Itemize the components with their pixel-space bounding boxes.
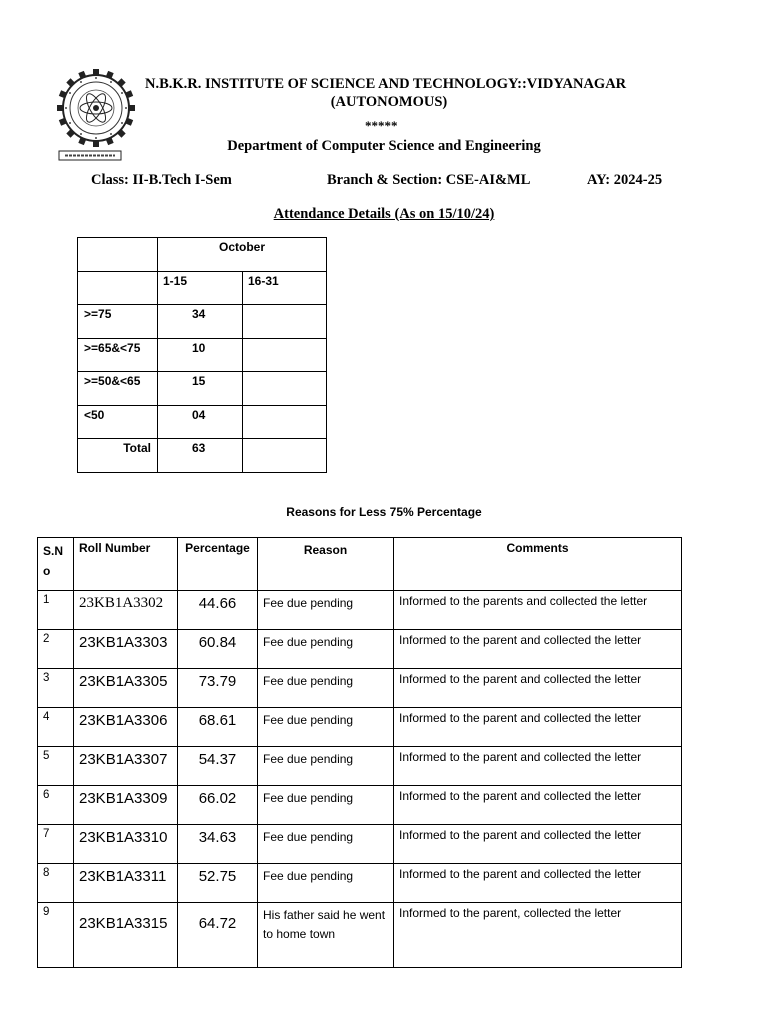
summary-subheader-row bbox=[78, 271, 327, 305]
header-reason: Reason bbox=[258, 538, 394, 591]
summary-col2-cell bbox=[243, 271, 327, 305]
cell-percentage: 52.75 bbox=[178, 864, 258, 903]
separator-stars: ***** bbox=[365, 118, 398, 133]
branch-info: Branch & Section: CSE-AI&ML bbox=[327, 172, 531, 188]
cell-reason: Fee due pending bbox=[258, 786, 394, 825]
summary-total-row bbox=[78, 439, 327, 473]
reasons-header-row bbox=[38, 538, 682, 591]
reasons-table bbox=[37, 537, 682, 968]
cell-roll: 23KB1A3309 bbox=[74, 786, 178, 825]
cell-percentage: 73.79 bbox=[178, 669, 258, 708]
table-row bbox=[38, 591, 682, 630]
cell-roll: 23KB1A3310 bbox=[74, 825, 178, 864]
cell-sno: 6 bbox=[38, 786, 74, 825]
cell-reason: Fee due pending bbox=[258, 591, 394, 630]
summary-col1: 1-15 bbox=[163, 273, 188, 288]
cell-reason: Fee due pending bbox=[258, 630, 394, 669]
summary-value-16-31 bbox=[243, 406, 326, 408]
cell-sno: 5 bbox=[38, 747, 74, 786]
cell-sno: 3 bbox=[38, 669, 74, 708]
summary-month: October bbox=[218, 240, 265, 254]
summary-range-label: <50 bbox=[84, 407, 105, 422]
cell-percentage: 68.61 bbox=[178, 708, 258, 747]
cell-percentage: 64.72 bbox=[178, 903, 258, 968]
cell-percentage: 60.84 bbox=[178, 630, 258, 669]
cell-comment: Informed to the parent and collected the letter bbox=[394, 786, 682, 825]
cell-roll: 23KB1A3307 bbox=[74, 747, 178, 786]
class-info: Class: II-B.Tech I-Sem bbox=[91, 172, 232, 188]
summary-blank-cell bbox=[78, 238, 158, 272]
cell-roll: 23KB1A3305 bbox=[74, 669, 178, 708]
cell-comment: Informed to the parent, collected the letter bbox=[394, 903, 682, 968]
cell-comment: Informed to the parent and collected the letter bbox=[394, 669, 682, 708]
cell-reason: Fee due pending bbox=[258, 864, 394, 903]
cell-sno: 4 bbox=[38, 708, 74, 747]
summary-value-1-15: 10 bbox=[192, 340, 206, 355]
summary-value-1-15: 15 bbox=[192, 374, 206, 388]
table-row bbox=[38, 864, 682, 903]
summary-value-1-15: 04 bbox=[192, 407, 206, 422]
cell-comment: Informed to the parent and collected the letter bbox=[394, 708, 682, 747]
cell-percentage: 66.02 bbox=[178, 786, 258, 825]
summary-range-label: >=50&<65 bbox=[84, 374, 141, 388]
table-row bbox=[38, 786, 682, 825]
cell-comment: Informed to the parent and collected the letter bbox=[394, 825, 682, 864]
summary-header-row bbox=[78, 238, 327, 272]
header-roll: Roll Number bbox=[74, 538, 178, 591]
department-name: Department of Computer Science and Engineering bbox=[227, 138, 541, 154]
cell-reason: Fee due pending bbox=[258, 669, 394, 708]
summary-value-1-15: 34 bbox=[192, 307, 206, 321]
summary-total-1-15: 63 bbox=[192, 441, 206, 455]
table-row bbox=[38, 669, 682, 708]
summary-month-cell bbox=[158, 238, 327, 272]
cell-sno: 2 bbox=[38, 630, 74, 669]
cell-comment: Informed to the parents and collected the letter bbox=[394, 591, 682, 630]
table-row bbox=[38, 630, 682, 669]
page-title: Attendance Details (As on 15/10/24) bbox=[273, 206, 495, 222]
header-percentage: Percentage bbox=[178, 538, 258, 591]
cell-sno: 8 bbox=[38, 864, 74, 903]
summary-total-16-31 bbox=[243, 439, 326, 441]
summary-row bbox=[78, 305, 327, 339]
cell-roll: 23KB1A3303 bbox=[74, 630, 178, 669]
cell-roll: 23KB1A3306 bbox=[74, 708, 178, 747]
summary-blank-cell bbox=[78, 271, 158, 305]
cell-roll: 23KB1A3302 bbox=[74, 591, 178, 630]
cell-reason: His father said he went to home town bbox=[258, 903, 394, 968]
summary-value-16-31 bbox=[243, 372, 326, 374]
summary-row bbox=[78, 372, 327, 406]
institute-name: N.B.K.R. INSTITUTE OF SCIENCE AND TECHNOLOGY::VIDYANAGAR bbox=[145, 76, 627, 92]
header-sno-text: S.No bbox=[43, 544, 64, 578]
institute-autonomous: (AUTONOMOUS) bbox=[330, 94, 448, 110]
cell-sno: 1 bbox=[38, 591, 74, 630]
summary-total-label: Total bbox=[123, 441, 151, 455]
cell-roll: 23KB1A3311 bbox=[74, 864, 178, 903]
header-comments: Comments bbox=[394, 538, 682, 591]
cell-sno: 9 bbox=[38, 903, 74, 968]
table-row bbox=[38, 747, 682, 786]
table-row bbox=[38, 708, 682, 747]
reasons-title: Reasons for Less 75% Percentage bbox=[286, 505, 482, 519]
cell-percentage: 34.63 bbox=[178, 825, 258, 864]
academic-year: AY: 2024-25 bbox=[587, 172, 663, 188]
cell-reason: Fee due pending bbox=[258, 825, 394, 864]
cell-percentage: 54.37 bbox=[178, 747, 258, 786]
summary-row bbox=[78, 338, 327, 372]
summary-row bbox=[78, 405, 327, 439]
table-row bbox=[38, 825, 682, 864]
summary-col2: 16-31 bbox=[248, 273, 279, 288]
summary-value-16-31 bbox=[243, 305, 326, 307]
table-row bbox=[38, 903, 682, 968]
cell-comment: Informed to the parent and collected the letter bbox=[394, 747, 682, 786]
summary-col1-cell bbox=[158, 271, 243, 305]
cell-reason: Fee due pending bbox=[258, 747, 394, 786]
cell-sno: 7 bbox=[38, 825, 74, 864]
attendance-summary-table bbox=[77, 237, 327, 473]
summary-range-label: >=75 bbox=[84, 307, 112, 321]
cell-percentage: 44.66 bbox=[178, 591, 258, 630]
summary-value-16-31 bbox=[243, 339, 326, 341]
summary-range-label: >=65&<75 bbox=[84, 340, 141, 355]
cell-comment: Informed to the parent and collected the letter bbox=[394, 630, 682, 669]
cell-roll: 23KB1A3315 bbox=[74, 903, 178, 968]
cell-comment: Informed to the parent and collected the letter bbox=[394, 864, 682, 903]
header-sno bbox=[38, 538, 74, 591]
cell-reason: Fee due pending bbox=[258, 708, 394, 747]
